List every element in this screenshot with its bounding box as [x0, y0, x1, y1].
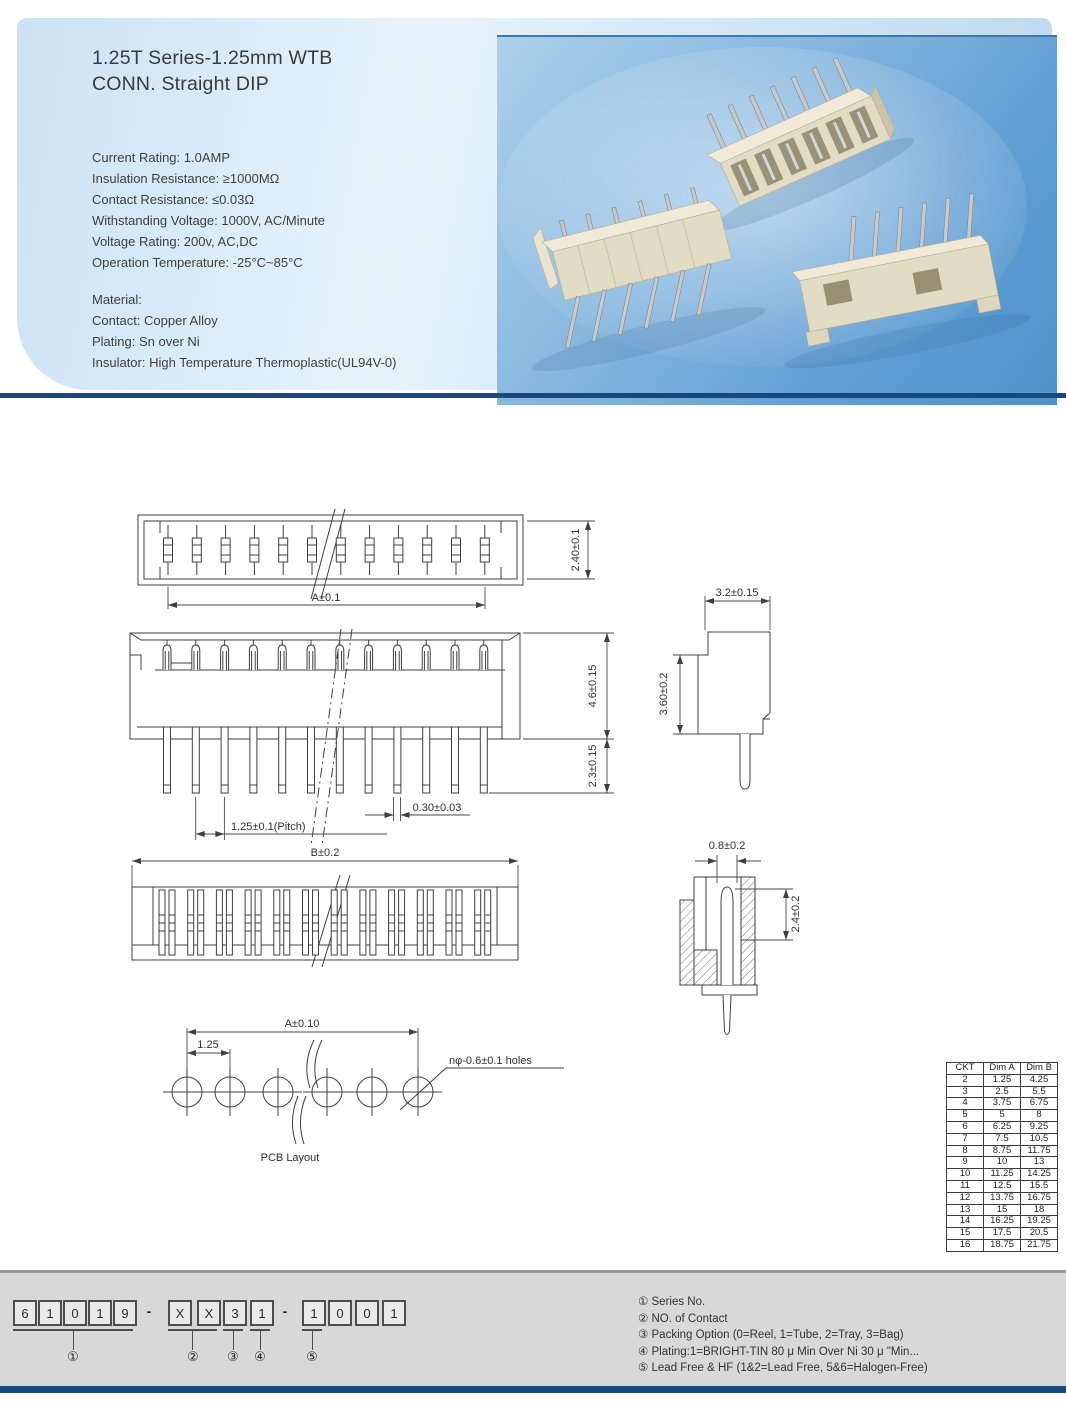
part-number-dash: -	[146, 1303, 152, 1319]
table-cell: 1.25	[984, 1074, 1021, 1086]
legend-line: ② NO. of Contact	[638, 1312, 728, 1325]
table-cell: 17.5	[984, 1228, 1021, 1240]
drawing-front-view	[125, 625, 665, 850]
table-cell: 11.75	[1021, 1145, 1058, 1157]
table-cell: 10	[947, 1169, 984, 1181]
part-number-box: 6	[13, 1300, 37, 1326]
part-number-box: 3	[223, 1300, 247, 1326]
table-cell: 8.75	[984, 1145, 1021, 1157]
table-cell: 3	[947, 1086, 984, 1098]
table-cell: 6	[947, 1121, 984, 1133]
table-row	[947, 1074, 1058, 1086]
dim-label-32: 3.2±0.15	[715, 587, 759, 599]
table-cell: 7	[947, 1133, 984, 1145]
legend-line: ④ Plating:1=BRIGHT-TIN 80 μ Min Over Ni 30 μ "Min...	[638, 1345, 920, 1358]
material-line: Insulator: High Temperature Thermoplastic(UL94V-0)	[92, 355, 397, 370]
title-line-2: CONN. Straight DIP	[92, 73, 269, 95]
table-cell: 11	[947, 1180, 984, 1192]
table-cell: 13.75	[984, 1192, 1021, 1204]
pn-leader	[192, 1331, 193, 1350]
material-line: Plating: Sn over Ni	[92, 334, 200, 349]
table-header-cell: CKT	[947, 1063, 984, 1075]
dim-label-24: 2.4±0.2	[790, 895, 802, 933]
legend-line: ③ Packing Option (0=Reel, 1=Tube, 2=Tray, 3=Bag)	[638, 1329, 904, 1341]
part-number-box: 1	[38, 1300, 62, 1326]
part-number-dash: -	[282, 1303, 288, 1319]
part-number-callout: ①	[67, 1349, 79, 1364]
dim-label-a010: A±0.10	[284, 1018, 320, 1030]
table-cell: 3.75	[984, 1098, 1021, 1110]
connector-photo-art	[497, 37, 1057, 403]
product-photo	[497, 35, 1057, 405]
table-cell: 8	[947, 1145, 984, 1157]
dim-label-360: 3.60±0.2	[658, 672, 670, 716]
table-cell: 14	[947, 1216, 984, 1228]
part-number-callout: ③	[227, 1349, 239, 1364]
spec-lines	[92, 147, 325, 273]
table-row	[947, 1239, 1058, 1251]
spec-line: Voltage Rating: 200v, AC,DC	[92, 234, 258, 249]
dim-label-125: 1.25	[197, 1039, 219, 1051]
part-number-box: 0	[355, 1300, 379, 1326]
spec-line: Insulation Resistance: ≥1000MΩ	[92, 171, 280, 186]
part-number-box: 0	[63, 1300, 87, 1326]
table-cell: 14.25	[1021, 1169, 1058, 1181]
table-cell: 13	[947, 1204, 984, 1216]
table-cell: 5.5	[1021, 1086, 1058, 1098]
table-cell: 13	[1021, 1157, 1058, 1169]
front-view-blades	[163, 640, 488, 670]
dim-label-a: A±0.1	[311, 592, 341, 604]
top-view-pins	[164, 525, 490, 575]
dim-label-46: 4.6±0.15	[587, 664, 599, 708]
header-panel	[17, 18, 1052, 390]
table-cell: 20.5	[1021, 1228, 1058, 1240]
table-cell: 15.5	[1021, 1180, 1058, 1192]
drawing-top-view	[130, 505, 610, 617]
table-row	[947, 1086, 1058, 1098]
table-header-cell: Dim A	[984, 1063, 1021, 1075]
table-cell: 15	[984, 1204, 1021, 1216]
table-row	[947, 1157, 1058, 1169]
material-block	[92, 289, 396, 373]
spec-line: Current Rating: 1.0AMP	[92, 150, 231, 165]
table-header-cell: Dim B	[1021, 1063, 1058, 1075]
divider-rule-top	[0, 393, 1066, 398]
spec-line: Withstanding Voltage: 1000V, AC/Minute	[92, 213, 325, 228]
material-line: Contact: Copper Alloy	[92, 313, 218, 328]
table-row	[947, 1192, 1058, 1204]
pn-leader	[73, 1331, 74, 1350]
table-row	[947, 1098, 1058, 1110]
table-row	[947, 1133, 1058, 1145]
part-number-box: X	[168, 1300, 192, 1326]
table-row	[947, 1228, 1058, 1240]
pn-leader	[233, 1331, 234, 1350]
table-cell: 4	[947, 1098, 984, 1110]
part-number-box: X	[197, 1300, 221, 1326]
table-cell: 18.75	[984, 1239, 1021, 1251]
material-heading: Material:	[92, 292, 142, 307]
dim-label-pitch: 1.25±0.1(Pitch)	[231, 821, 306, 833]
table-cell: 9	[947, 1157, 984, 1169]
dim-label-23: 2.3±0.15	[587, 744, 599, 788]
table-cell: 15	[947, 1228, 984, 1240]
table-cell: 21.75	[1021, 1239, 1058, 1251]
part-number-callout: ⑤	[306, 1349, 318, 1364]
table-row	[947, 1204, 1058, 1216]
drawing-side-view	[655, 582, 805, 797]
table-row	[947, 1121, 1058, 1133]
table-cell: 6.75	[1021, 1098, 1058, 1110]
part-number-box: 1	[88, 1300, 112, 1326]
material-lines	[92, 310, 396, 373]
dim-label-b: B±0.2	[310, 847, 340, 859]
pcb-layout-caption: PCB Layout	[260, 1152, 320, 1164]
legend-line: ① Series No.	[638, 1296, 706, 1308]
pn-leader	[312, 1331, 313, 1350]
spec-line: Contact Resistance: ≤0.03Ω	[92, 192, 255, 207]
table-row	[947, 1180, 1058, 1192]
holes-note: nφ-0.6±0.1 holes	[449, 1055, 532, 1067]
table-cell: 5	[984, 1110, 1021, 1122]
part-number-box: 1	[250, 1300, 274, 1326]
dim-label-030: 0.30±0.03	[412, 802, 462, 814]
table-row	[947, 1216, 1058, 1228]
table-cell: 16	[947, 1239, 984, 1251]
legend-line: ⑤ Lead Free & HF (1&2=Lead Free, 5&6=Halogen-Free)	[638, 1362, 928, 1374]
drawing-section-view	[665, 835, 865, 1050]
front-view-legs	[164, 727, 488, 793]
part-number-legend	[638, 1294, 928, 1377]
ckt-dimension-table	[946, 1062, 1058, 1252]
table-cell: 8	[1021, 1110, 1058, 1122]
pn-leader	[260, 1331, 261, 1350]
table-row	[947, 1110, 1058, 1122]
table-header-row	[947, 1063, 1058, 1075]
table-cell: 5	[947, 1110, 984, 1122]
table-cell: 19.25	[1021, 1216, 1058, 1228]
table-cell: 6.25	[984, 1121, 1021, 1133]
dim-label-240: 2.40±0.1	[570, 528, 582, 572]
ordering-section	[0, 1270, 1066, 1386]
part-number-callout: ②	[187, 1349, 199, 1364]
part-number-callout: ④	[254, 1349, 266, 1364]
drawing-pcb-layout	[140, 1012, 570, 1167]
table-cell: 2.5	[984, 1086, 1021, 1098]
title-line-1: 1.25T Series-1.25mm WTB	[92, 47, 333, 69]
table-cell: 12.5	[984, 1180, 1021, 1192]
table-cell: 9.25	[1021, 1121, 1058, 1133]
table-cell: 2	[947, 1074, 984, 1086]
drawing-bottom-view	[128, 845, 608, 970]
table-cell: 11.25	[984, 1169, 1021, 1181]
part-number-box: 1	[382, 1300, 406, 1326]
table-cell: 4.25	[1021, 1074, 1058, 1086]
page-title	[92, 45, 332, 97]
table-cell: 10	[984, 1157, 1021, 1169]
part-number-box: 9	[113, 1300, 137, 1326]
table-cell: 10.5	[1021, 1133, 1058, 1145]
part-number-box: 0	[328, 1300, 352, 1326]
part-number-box: 1	[302, 1300, 326, 1326]
dim-label-08: 0.8±0.2	[708, 840, 746, 852]
table-cell: 7.5	[984, 1133, 1021, 1145]
spec-line: Operation Temperature: -25°C~85°C	[92, 255, 303, 270]
divider-rule-bottom	[0, 1386, 1066, 1393]
table-row	[947, 1145, 1058, 1157]
table-cell: 18	[1021, 1204, 1058, 1216]
table-cell: 12	[947, 1192, 984, 1204]
table-row	[947, 1169, 1058, 1181]
table-cell: 16.75	[1021, 1192, 1058, 1204]
table-cell: 16.25	[984, 1216, 1021, 1228]
pcb-holes	[163, 1068, 442, 1116]
